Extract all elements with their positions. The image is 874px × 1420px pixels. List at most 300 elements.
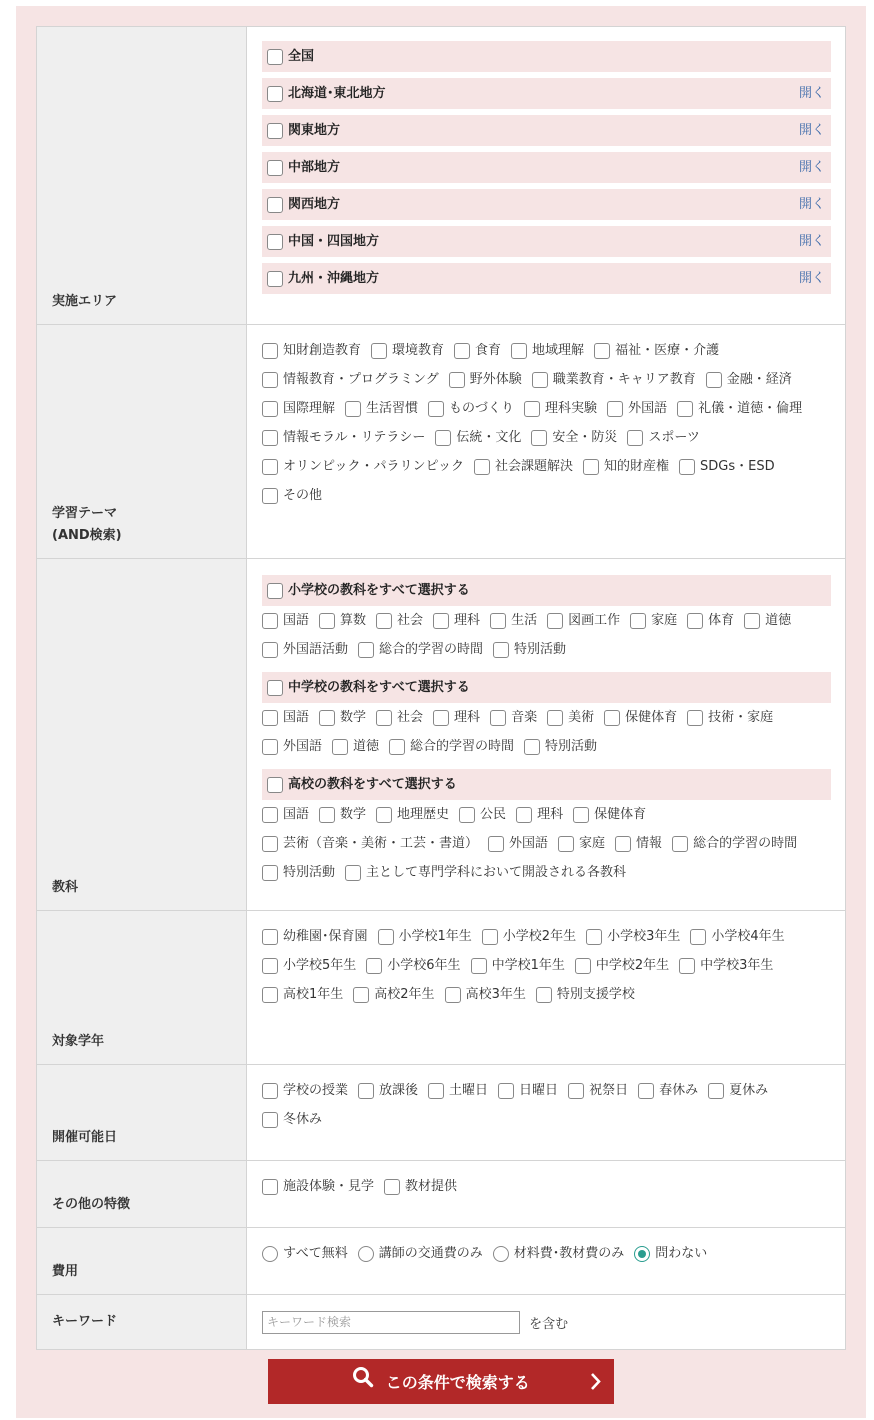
checkbox-option[interactable] <box>445 980 526 1009</box>
checkbox[interactable] <box>536 987 552 1003</box>
checkbox-option[interactable] <box>679 951 773 980</box>
checkbox-option[interactable] <box>262 1105 322 1134</box>
checkbox[interactable] <box>262 430 278 446</box>
option-label: 生活 <box>511 613 538 628</box>
option-label: 家庭 <box>579 836 606 851</box>
option-label: 春休み <box>659 1083 699 1098</box>
checkbox-option[interactable] <box>262 703 309 732</box>
select-all-checkbox[interactable] <box>267 583 283 599</box>
option-label: 夏休み <box>729 1083 769 1098</box>
checkbox[interactable] <box>262 739 278 755</box>
checkbox-option[interactable] <box>435 423 521 452</box>
checkbox[interactable] <box>262 987 278 1003</box>
checkbox-option[interactable] <box>345 858 626 887</box>
radio-button[interactable] <box>358 1246 374 1262</box>
checkbox-option[interactable] <box>262 800 309 829</box>
checkbox[interactable] <box>672 836 688 852</box>
checkbox-option[interactable] <box>627 423 699 452</box>
option-label: 理科 <box>537 807 564 822</box>
checkbox[interactable] <box>679 459 695 475</box>
checkbox-option[interactable] <box>524 732 597 761</box>
checkbox[interactable] <box>677 401 693 417</box>
select-all-label: 中学校の教科をすべて選択する <box>288 680 470 695</box>
option-label: 技術・家庭 <box>708 710 774 725</box>
checkbox[interactable] <box>744 613 760 629</box>
checkbox-option[interactable] <box>376 703 423 732</box>
option-label: 小学校1年生 <box>398 929 472 944</box>
subject-group <box>262 769 831 887</box>
checkbox[interactable] <box>630 613 646 629</box>
checkbox[interactable] <box>706 372 722 388</box>
radio-button[interactable] <box>493 1246 509 1262</box>
checkbox[interactable] <box>583 459 599 475</box>
checkbox[interactable] <box>498 1083 514 1099</box>
area-item-label: 九州・沖縄地方 <box>288 271 380 286</box>
keyword-cell <box>247 1295 846 1350</box>
checkbox[interactable] <box>262 929 278 945</box>
checkbox-option[interactable] <box>262 922 368 951</box>
checkbox[interactable] <box>358 642 374 658</box>
checkbox-option[interactable] <box>493 635 566 664</box>
checkbox[interactable] <box>319 613 335 629</box>
checkbox-option[interactable] <box>384 1172 457 1201</box>
checkbox[interactable] <box>262 836 278 852</box>
checkbox-option[interactable] <box>371 336 444 365</box>
checkbox-option[interactable] <box>471 951 565 980</box>
area-row <box>37 27 846 325</box>
option-label: その他 <box>283 488 323 503</box>
theme-label-cell <box>37 325 247 559</box>
checkbox[interactable] <box>428 1083 444 1099</box>
checkbox[interactable] <box>376 613 392 629</box>
checkbox[interactable] <box>319 710 335 726</box>
checkbox[interactable] <box>488 836 504 852</box>
option-label: 外国語活動 <box>283 642 349 657</box>
checkbox[interactable] <box>573 807 589 823</box>
checkbox-option[interactable] <box>516 800 563 829</box>
checkbox-option[interactable] <box>262 365 439 394</box>
area-checkbox[interactable] <box>267 197 283 213</box>
checkbox-option[interactable] <box>262 635 348 664</box>
checkbox[interactable] <box>358 1083 374 1099</box>
checkbox-option[interactable] <box>262 423 425 452</box>
option-label: 理科実験 <box>545 401 598 416</box>
area-item[interactable] <box>262 263 831 294</box>
checkbox-option[interactable] <box>604 703 677 732</box>
area-checkbox[interactable] <box>267 160 283 176</box>
option-label: 社会課題解決 <box>494 459 573 474</box>
checkbox[interactable] <box>607 401 623 417</box>
option-label: 小学校4年生 <box>711 929 785 944</box>
checkbox[interactable] <box>627 430 643 446</box>
checkbox[interactable] <box>531 430 547 446</box>
checkbox[interactable] <box>687 613 703 629</box>
checkbox[interactable] <box>262 1179 278 1195</box>
checkbox-option[interactable] <box>332 732 379 761</box>
checkbox-option[interactable] <box>558 829 605 858</box>
checkbox-option[interactable] <box>677 394 802 423</box>
checkbox-option[interactable] <box>319 800 366 829</box>
checkbox[interactable] <box>371 343 387 359</box>
checkbox-option[interactable] <box>262 951 356 980</box>
grade-option-list <box>262 922 831 1009</box>
radio-button[interactable] <box>634 1246 650 1262</box>
subject-options <box>247 559 846 911</box>
option-label: スポーツ <box>648 430 700 445</box>
area-item[interactable] <box>262 226 831 257</box>
other-option-list <box>262 1172 831 1201</box>
theme-label: 学習テーマ <box>52 506 118 521</box>
date-option-list <box>262 1076 831 1134</box>
checkbox[interactable] <box>262 343 278 359</box>
checkbox[interactable] <box>262 1083 278 1099</box>
checkbox-option[interactable] <box>428 394 514 423</box>
option-label: 外国語 <box>628 401 668 416</box>
area-checkbox[interactable] <box>267 123 283 139</box>
checkbox[interactable] <box>262 710 278 726</box>
option-label: 数学 <box>340 807 367 822</box>
checkbox-option[interactable] <box>366 951 460 980</box>
option-label: 中学校1年生 <box>491 958 565 973</box>
checkbox-option[interactable] <box>679 452 775 481</box>
option-label: 金融・経済 <box>726 372 792 387</box>
checkbox[interactable] <box>547 710 563 726</box>
option-label: 数学 <box>340 710 367 725</box>
area-options <box>247 27 846 325</box>
checkbox[interactable] <box>445 987 461 1003</box>
checkbox-option[interactable] <box>744 606 791 635</box>
area-checkbox[interactable] <box>267 86 283 102</box>
checkbox[interactable] <box>262 642 278 658</box>
checkbox-option[interactable] <box>262 336 361 365</box>
checkbox[interactable] <box>482 929 498 945</box>
subject-group <box>262 672 831 761</box>
checkbox[interactable] <box>378 929 394 945</box>
checkbox-option[interactable] <box>547 606 620 635</box>
checkbox[interactable] <box>262 613 278 629</box>
checkbox-option[interactable] <box>531 423 617 452</box>
search-form-table <box>36 26 846 1350</box>
chevron-right-icon <box>590 1359 602 1420</box>
checkbox[interactable] <box>262 372 278 388</box>
checkbox[interactable] <box>490 710 506 726</box>
area-checkbox[interactable] <box>267 271 283 287</box>
checkbox[interactable] <box>449 372 465 388</box>
checkbox-option[interactable] <box>638 1076 698 1105</box>
checkbox[interactable] <box>262 1112 278 1128</box>
checkbox[interactable] <box>353 987 369 1003</box>
option-label: 材料費･教材費のみ <box>513 1246 625 1261</box>
checkbox[interactable] <box>638 1083 654 1099</box>
area-checkbox[interactable] <box>267 49 283 65</box>
checkbox[interactable] <box>615 836 631 852</box>
checkbox-option[interactable] <box>262 829 478 858</box>
option-label: ものづくり <box>449 401 515 416</box>
area-item-label: 中部地方 <box>288 160 341 175</box>
subject-option-list <box>262 703 831 761</box>
checkbox-option[interactable] <box>262 606 309 635</box>
checkbox-option[interactable] <box>706 365 792 394</box>
other-row <box>37 1161 846 1228</box>
checkbox[interactable] <box>366 958 382 974</box>
checkbox[interactable] <box>524 401 540 417</box>
subject-option-list <box>262 800 831 887</box>
subject-option-list <box>262 606 831 664</box>
checkbox[interactable] <box>262 865 278 881</box>
checkbox[interactable] <box>384 1179 400 1195</box>
checkbox-option[interactable] <box>262 858 335 887</box>
select-all-row[interactable] <box>262 672 831 703</box>
checkbox[interactable] <box>679 958 695 974</box>
checkbox[interactable] <box>690 929 706 945</box>
checkbox[interactable] <box>604 710 620 726</box>
checkbox-option[interactable] <box>378 922 472 951</box>
checkbox-option[interactable] <box>498 1076 558 1105</box>
checkbox-option[interactable] <box>490 606 537 635</box>
checkbox-option[interactable] <box>532 365 696 394</box>
checkbox-option[interactable] <box>262 394 335 423</box>
select-all-row[interactable] <box>262 575 831 606</box>
option-label: 道徳 <box>353 739 380 754</box>
search-button[interactable] <box>268 1359 614 1404</box>
checkbox-option[interactable] <box>594 336 719 365</box>
option-label: 保健体育 <box>625 710 678 725</box>
checkbox[interactable] <box>474 459 490 475</box>
checkbox[interactable] <box>568 1083 584 1099</box>
option-label: 野外体験 <box>469 372 522 387</box>
checkbox-option[interactable] <box>687 703 773 732</box>
checkbox[interactable] <box>459 807 475 823</box>
area-item[interactable] <box>262 152 831 183</box>
option-label: SDGs・ESD <box>700 459 775 474</box>
area-label: 実施エリア <box>37 27 247 325</box>
checkbox[interactable] <box>532 372 548 388</box>
option-label: 家庭 <box>651 613 678 628</box>
area-item[interactable] <box>262 41 831 72</box>
checkbox-option[interactable] <box>490 703 537 732</box>
checkbox[interactable] <box>687 710 703 726</box>
checkbox-option[interactable] <box>607 394 667 423</box>
select-all-row[interactable] <box>262 769 831 800</box>
checkbox-option[interactable] <box>687 606 734 635</box>
checkbox-option[interactable] <box>358 1076 418 1105</box>
option-label: 土曜日 <box>449 1083 489 1098</box>
select-all-checkbox[interactable] <box>267 680 283 696</box>
area-open-toggle[interactable]: 開く <box>798 197 825 212</box>
other-label: その他の特徴 <box>37 1161 247 1228</box>
checkbox-option[interactable] <box>488 829 548 858</box>
checkbox[interactable] <box>575 958 591 974</box>
checkbox[interactable] <box>433 710 449 726</box>
radio-button[interactable] <box>262 1246 278 1262</box>
checkbox[interactable] <box>428 401 444 417</box>
select-all-checkbox[interactable] <box>267 777 283 793</box>
subject-row <box>37 559 846 911</box>
option-label: 国語 <box>283 710 310 725</box>
area-checkbox[interactable] <box>267 234 283 250</box>
option-label: 芸術（音楽・美術・工芸・書道） <box>283 836 479 851</box>
checkbox[interactable] <box>389 739 405 755</box>
checkbox[interactable] <box>594 343 610 359</box>
area-open-toggle[interactable]: 開く <box>798 160 825 175</box>
option-label: 国語 <box>283 807 310 822</box>
option-label: 日曜日 <box>519 1083 559 1098</box>
checkbox-option[interactable] <box>428 1076 488 1105</box>
checkbox[interactable] <box>490 613 506 629</box>
checkbox-option[interactable] <box>630 606 677 635</box>
area-item[interactable] <box>262 78 831 109</box>
option-label: 高校3年生 <box>465 987 526 1002</box>
checkbox-option[interactable] <box>690 922 784 951</box>
checkbox-option[interactable] <box>433 703 480 732</box>
checkbox[interactable] <box>511 343 527 359</box>
subject-label: 教科 <box>37 559 247 911</box>
checkbox-option[interactable] <box>586 922 680 951</box>
checkbox-option[interactable] <box>524 394 597 423</box>
checkbox-option[interactable] <box>319 703 366 732</box>
option-label: 礼儀・道徳・倫理 <box>698 401 803 416</box>
option-label: 教材提供 <box>405 1179 458 1194</box>
cost-row <box>37 1228 846 1295</box>
theme-options <box>247 325 846 559</box>
keyword-input[interactable] <box>262 1311 520 1334</box>
checkbox[interactable] <box>376 807 392 823</box>
checkbox[interactable] <box>262 488 278 504</box>
checkbox[interactable] <box>708 1083 724 1099</box>
checkbox[interactable] <box>435 430 451 446</box>
checkbox[interactable] <box>547 613 563 629</box>
checkbox-option[interactable] <box>459 800 506 829</box>
checkbox[interactable] <box>454 343 470 359</box>
area-list <box>262 41 831 294</box>
area-item-label: 中国・四国地方 <box>288 234 380 249</box>
checkbox-option[interactable] <box>615 829 662 858</box>
checkbox-option[interactable] <box>568 1076 628 1105</box>
checkbox[interactable] <box>262 958 278 974</box>
date-label: 開催可能日 <box>37 1065 247 1161</box>
area-open-toggle[interactable]: 開く <box>798 86 825 101</box>
checkbox[interactable] <box>319 807 335 823</box>
checkbox-option[interactable] <box>345 394 418 423</box>
checkbox-option[interactable] <box>511 336 584 365</box>
radio-option[interactable] <box>262 1239 348 1268</box>
option-label: 総合的学習の時間 <box>693 836 798 851</box>
option-label: 地域理解 <box>532 343 585 358</box>
area-open-toggle[interactable]: 開く <box>798 123 825 138</box>
checkbox-option[interactable] <box>474 452 573 481</box>
checkbox-option[interactable] <box>262 1076 348 1105</box>
checkbox-option[interactable] <box>573 800 646 829</box>
radio-option[interactable] <box>358 1239 483 1268</box>
option-label: 職業教育・キャリア教育 <box>552 372 696 387</box>
checkbox[interactable] <box>586 929 602 945</box>
option-label: すべて無料 <box>283 1246 348 1261</box>
checkbox[interactable] <box>433 613 449 629</box>
radio-option[interactable] <box>634 1239 707 1268</box>
checkbox[interactable] <box>332 739 348 755</box>
checkbox[interactable] <box>558 836 574 852</box>
option-label: 講師の交通費のみ <box>378 1246 483 1261</box>
option-label: 中学校3年生 <box>700 958 774 973</box>
select-all-label: 小学校の教科をすべて選択する <box>288 583 470 598</box>
checkbox-option[interactable] <box>575 951 669 980</box>
area-open-toggle[interactable]: 開く <box>798 271 825 286</box>
option-label: 体育 <box>708 613 735 628</box>
checkbox-option[interactable] <box>547 703 594 732</box>
checkbox-option[interactable] <box>319 606 366 635</box>
checkbox-option[interactable] <box>454 336 501 365</box>
checkbox[interactable] <box>262 459 278 475</box>
area-item-label: 関西地方 <box>288 197 341 212</box>
cost-options <box>247 1228 846 1295</box>
area-item-label: 関東地方 <box>288 123 341 138</box>
checkbox-option[interactable] <box>389 732 514 761</box>
checkbox[interactable] <box>376 710 392 726</box>
checkbox[interactable] <box>471 958 487 974</box>
option-label: 小学校5年生 <box>283 958 357 973</box>
checkbox-option[interactable] <box>583 452 669 481</box>
checkbox[interactable] <box>493 642 509 658</box>
area-open-toggle[interactable]: 開く <box>798 234 825 249</box>
checkbox-option[interactable] <box>358 635 483 664</box>
option-label: 生活習慣 <box>366 401 419 416</box>
checkbox-option[interactable] <box>708 1076 768 1105</box>
grade-options <box>247 911 846 1065</box>
checkbox-option[interactable] <box>262 732 322 761</box>
option-label: 冬休み <box>283 1112 323 1127</box>
checkbox[interactable] <box>262 807 278 823</box>
checkbox-option[interactable] <box>672 829 797 858</box>
other-options <box>247 1161 846 1228</box>
option-label: 特別活動 <box>545 739 598 754</box>
option-label: 国際理解 <box>283 401 336 416</box>
checkbox-option[interactable] <box>433 606 480 635</box>
option-label: 特別活動 <box>514 642 567 657</box>
checkbox-option[interactable] <box>262 1172 374 1201</box>
checkbox[interactable] <box>345 865 361 881</box>
checkbox-option[interactable] <box>353 980 434 1009</box>
checkbox-option[interactable] <box>262 481 322 510</box>
select-all-label: 高校の教科をすべて選択する <box>288 777 457 792</box>
cost-label: 費用 <box>37 1228 247 1295</box>
checkbox-option[interactable] <box>449 365 522 394</box>
keyword-label: キーワード <box>37 1295 247 1350</box>
option-label: 祝祭日 <box>589 1083 629 1098</box>
radio-option[interactable] <box>493 1239 625 1268</box>
checkbox[interactable] <box>516 807 532 823</box>
option-label: 環境教育 <box>392 343 445 358</box>
checkbox-option[interactable] <box>376 606 423 635</box>
option-label: 中学校2年生 <box>595 958 670 973</box>
checkbox-option[interactable] <box>262 452 464 481</box>
theme-row <box>37 325 846 559</box>
area-item[interactable] <box>262 115 831 146</box>
option-label: 食育 <box>475 343 502 358</box>
date-row <box>37 1065 846 1161</box>
checkbox[interactable] <box>262 401 278 417</box>
checkbox[interactable] <box>345 401 361 417</box>
checkbox-option[interactable] <box>536 980 635 1009</box>
checkbox-option[interactable] <box>262 980 343 1009</box>
option-label: 小学校6年生 <box>387 958 461 973</box>
option-label: 理科 <box>454 710 481 725</box>
option-label: 社会 <box>397 710 424 725</box>
checkbox-option[interactable] <box>376 800 449 829</box>
option-label: 総合的学習の時間 <box>379 642 484 657</box>
checkbox-option[interactable] <box>482 922 576 951</box>
area-item[interactable] <box>262 189 831 220</box>
checkbox[interactable] <box>524 739 540 755</box>
